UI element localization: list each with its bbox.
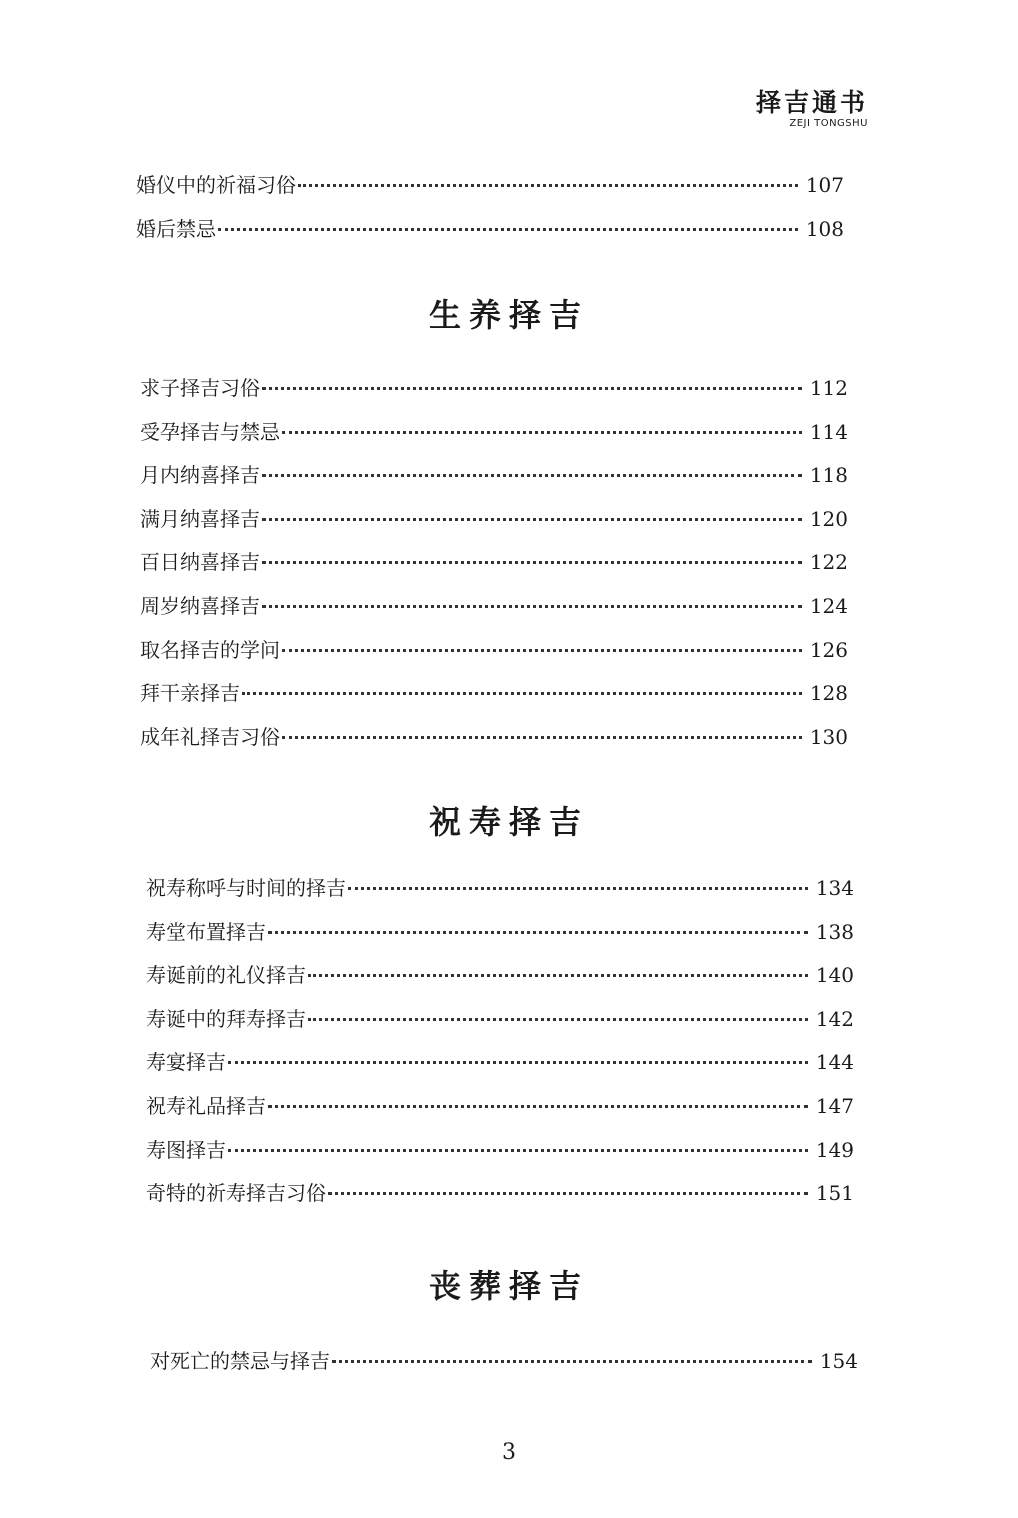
toc-entry-title: 月内纳喜择吉 xyxy=(140,463,260,488)
toc-entry-page: 138 xyxy=(815,919,854,944)
toc-entry-title: 寿图择吉 xyxy=(146,1137,226,1162)
section-title-sangzang: 丧葬择吉 xyxy=(428,1267,589,1305)
running-header xyxy=(756,88,868,130)
toc-group-sangzang xyxy=(150,1346,858,1390)
dot-leader xyxy=(328,1192,808,1195)
dot-leader xyxy=(242,692,802,695)
toc-entry-page: 151 xyxy=(815,1181,854,1206)
toc-entry[interactable] xyxy=(146,917,854,961)
toc-entry-title: 婚后禁忌 xyxy=(136,216,216,241)
dot-leader xyxy=(332,1360,812,1363)
toc-entry-page: 142 xyxy=(815,1006,854,1031)
toc-entry-page: 134 xyxy=(815,876,854,900)
toc-entry[interactable] xyxy=(140,417,848,461)
toc-entry-page: 144 xyxy=(815,1050,854,1075)
toc-entry-page: 140 xyxy=(815,963,854,988)
toc-entry-page: 114 xyxy=(809,419,848,444)
toc-entry[interactable] xyxy=(146,1004,854,1048)
dot-leader xyxy=(348,887,808,890)
dot-leader xyxy=(228,1061,808,1064)
toc-entry[interactable] xyxy=(146,1047,854,1091)
toc-entry-title: 周岁纳喜择吉 xyxy=(140,593,260,618)
toc-entry-title: 祝寿称呼与时间的择吉 xyxy=(146,876,346,900)
toc-entry[interactable] xyxy=(150,1346,858,1390)
section-title-zhushou: 祝寿择吉 xyxy=(428,803,589,841)
toc-entry[interactable] xyxy=(146,1091,854,1135)
dot-leader xyxy=(218,228,798,231)
toc-entry-title: 祝寿礼品择吉 xyxy=(146,1093,266,1118)
toc-entry[interactable] xyxy=(146,1135,854,1179)
toc-group-top xyxy=(136,170,844,257)
dot-leader xyxy=(262,561,802,564)
toc-entry[interactable] xyxy=(136,214,844,258)
toc-entry[interactable] xyxy=(140,547,848,591)
toc-entry[interactable] xyxy=(140,373,848,417)
toc-entry[interactable] xyxy=(146,960,854,1004)
dot-leader xyxy=(262,474,802,477)
toc-entry-page: 147 xyxy=(815,1093,854,1118)
dot-leader xyxy=(262,605,802,608)
toc-entry[interactable] xyxy=(146,873,854,917)
toc-entry-page: 112 xyxy=(809,376,848,400)
toc-entry-title: 取名择吉的学问 xyxy=(140,637,280,662)
dot-leader xyxy=(308,974,808,977)
toc-entry[interactable] xyxy=(140,678,848,722)
toc-entry-page: 126 xyxy=(809,637,848,662)
dot-leader xyxy=(282,431,802,434)
dot-leader xyxy=(228,1149,808,1152)
toc-entry-title: 成年礼择吉习俗 xyxy=(140,724,280,749)
toc-entry[interactable] xyxy=(140,460,848,504)
toc-entry[interactable] xyxy=(140,722,848,766)
toc-entry[interactable] xyxy=(140,591,848,635)
dot-leader xyxy=(298,184,798,187)
dot-leader xyxy=(282,736,802,739)
toc-entry-title: 寿诞前的礼仪择吉 xyxy=(146,963,306,988)
dot-leader xyxy=(262,387,802,390)
toc-entry-title: 寿堂布置择吉 xyxy=(146,919,266,944)
toc-group-zhushou xyxy=(146,873,854,1222)
toc-entry-page: 107 xyxy=(805,173,844,197)
toc-entry[interactable] xyxy=(140,504,848,548)
toc-entry-page: 130 xyxy=(809,724,848,749)
toc-entry-page: 154 xyxy=(819,1349,858,1373)
toc-entry-page: 118 xyxy=(809,463,848,488)
toc-entry-page: 108 xyxy=(805,216,844,241)
toc-entry-page: 149 xyxy=(815,1137,854,1162)
dot-leader xyxy=(282,649,802,652)
toc-entry-title: 受孕择吉与禁忌 xyxy=(140,419,280,444)
dot-leader xyxy=(268,1105,808,1108)
toc-entry-title: 满月纳喜择吉 xyxy=(140,506,260,531)
section-title-shengyang: 生养择吉 xyxy=(428,296,589,334)
toc-entry[interactable] xyxy=(140,635,848,679)
toc-entry-page: 120 xyxy=(809,506,848,531)
toc-entry-title: 对死亡的禁忌与择吉 xyxy=(150,1349,330,1373)
toc-entry-title: 拜干亲择吉 xyxy=(140,681,240,706)
toc-entry-title: 寿诞中的拜寿择吉 xyxy=(146,1006,306,1031)
dot-leader xyxy=(308,1018,808,1021)
toc-entry-title: 寿宴择吉 xyxy=(146,1050,226,1075)
toc-entry-title: 婚仪中的祈福习俗 xyxy=(136,173,296,197)
toc-entry-title: 奇特的祈寿择吉习俗 xyxy=(146,1181,326,1206)
dot-leader xyxy=(268,931,808,934)
toc-entry[interactable] xyxy=(146,1178,854,1222)
toc-entry-title: 百日纳喜择吉 xyxy=(140,550,260,575)
toc-entry-page: 122 xyxy=(809,550,848,575)
header-subtitle: ZEJI TONGSHU xyxy=(789,118,868,129)
toc-group-shengyang xyxy=(140,373,848,765)
header-title: 择吉通书 xyxy=(755,88,868,117)
toc-entry-page: 128 xyxy=(809,681,848,706)
toc-entry-title: 求子择吉习俗 xyxy=(140,376,260,400)
toc-entry[interactable] xyxy=(136,170,844,214)
toc-entry-page: 124 xyxy=(809,593,848,618)
dot-leader xyxy=(262,518,802,521)
page-number: 3 xyxy=(502,1440,516,1465)
